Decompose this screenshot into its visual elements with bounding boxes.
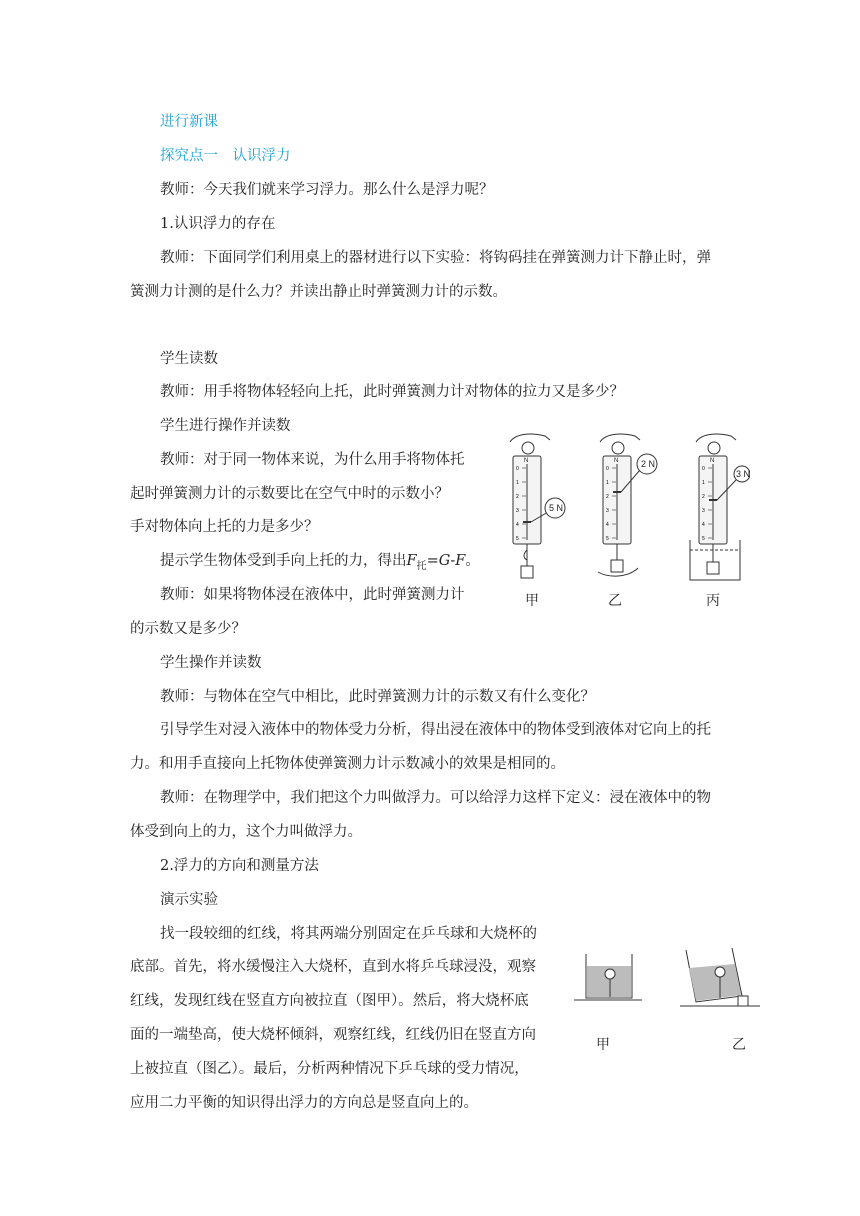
paragraph: 教师：如果将物体浸在液体中，此时弹簧测力计 [160, 587, 465, 603]
paragraph: 底部。首先，将水缓慢注入大烧杯，直到水将乒乓球浸没，观察 [130, 959, 536, 975]
scale-tick-label: 1 [702, 480, 705, 486]
beaker-yi [680, 948, 760, 1006]
paragraph: 教师：与物体在空气中相比，此时弹簧测力计的示数又有什么变化？ [160, 689, 595, 705]
formula-subscript: 托 [416, 560, 427, 572]
formula-F: F [406, 553, 417, 569]
formula-paragraph [160, 551, 480, 577]
paragraph: 教师：用手将物体轻轻向上托，此时弹簧测力计对物体的拉力又是多少？ [160, 384, 624, 400]
paragraph: 学生操作并读数 [160, 655, 262, 671]
paragraph: 2.浮力的方向和测量方法 [160, 858, 319, 874]
paragraph: 教师：在物理学中，我们把这个力叫做浮力。可以给浮力这样下定义：浸在液体中的物 [160, 790, 711, 806]
scale-tick-label: 1 [516, 480, 519, 486]
paragraph: 教师：下面同学们利用桌上的器材进行以下实验：将钩码挂在弹簧测力计下静止时，弹 [160, 250, 711, 266]
scale-tick-label: 5 [606, 536, 609, 542]
scale-tick-label: 3 [606, 508, 609, 514]
paragraph-text: 提示学生物体受到手向上托的力，得出 [160, 553, 407, 569]
figure-label-yi: 乙 [608, 593, 622, 609]
scale-tick-label: 2 [606, 494, 609, 500]
spring-scale-bing [690, 434, 750, 580]
scale-tick-label: 0 [516, 466, 519, 472]
scale-tick-label: 0 [606, 466, 609, 472]
paragraph: 面的一端垫高，使大烧杯倾斜，观察红线，红线仍旧在竖直方向 [130, 1027, 536, 1043]
paragraph: 教师：对于同一物体来说，为什么用手将物体托 [160, 452, 465, 468]
scale-tick-label: 5 [702, 536, 705, 542]
beaker-jia [574, 954, 642, 1000]
scale-tick-label: 4 [606, 522, 609, 528]
dial-letter: N [614, 458, 619, 464]
figure2-label-jia: 甲 [596, 1037, 610, 1053]
paragraph: 力。和用手直接向上托物体使弹簧测力计示数减小的效果是相同的。 [130, 756, 565, 772]
paragraph: 演示实验 [160, 892, 218, 908]
formula-G: G [438, 553, 451, 569]
figure2-label-yi: 乙 [732, 1037, 746, 1053]
dial-letter: N [710, 458, 715, 464]
figure-label-bing: 丙 [706, 593, 720, 609]
figure-label-jia: 甲 [525, 593, 539, 609]
paragraph: 学生读数 [160, 351, 218, 367]
reading-label-jia: 5 N [549, 503, 564, 513]
subsection-title: 探究点一 认识浮力 [160, 148, 291, 164]
paragraph: 找一段较细的红线，将其两端分别固定在乒乓球和大烧杯的 [160, 926, 537, 942]
scale-tick-label: 2 [702, 494, 705, 500]
spring-scale-yi [598, 434, 657, 576]
scale-tick-label: 3 [516, 508, 519, 514]
paragraph: 1.认识浮力的存在 [160, 216, 276, 232]
paragraph: 应用二力平衡的知识得出浮力的方向总是竖直向上的。 [130, 1095, 478, 1111]
reading-label-bing: 3 N [736, 469, 750, 479]
paragraph: 手对物体向上托的力是多少？ [130, 519, 319, 535]
paragraph: 上被拉直（图乙）。最后，分析两种情况下乒乓球的受力情况， [130, 1061, 529, 1077]
paragraph: 簧测力计测的是什么力？并读出静止时弹簧测力计的示数。 [130, 284, 507, 300]
scale-tick-label: 1 [606, 480, 609, 486]
scale-tick-label: 4 [702, 522, 705, 528]
paragraph: 引导学生对浸入液体中的物体受力分析，得出浸在液体中的物体受到液体对它向上的托 [160, 722, 711, 738]
scale-tick-label: 4 [516, 522, 519, 528]
paragraph: 学生进行操作并读数 [160, 418, 291, 434]
paragraph: 红线，发现红线在竖直方向被拉直（图甲）。然后，将大烧杯底 [130, 993, 529, 1009]
section-title: 进行新课 [160, 114, 218, 130]
scale-tick-label: 0 [702, 466, 705, 472]
formula-F2: F [455, 553, 466, 569]
formula-end: 。 [465, 553, 480, 569]
paragraph: 的示数又是多少？ [130, 621, 246, 637]
paragraph: 体受到向上的力，这个力叫做浮力。 [130, 824, 362, 840]
reading-label-yi: 2 N [641, 459, 656, 469]
paragraph: 教师：今天我们就来学习浮力。那么什么是浮力呢？ [160, 182, 494, 198]
spring-scale-figure [490, 422, 750, 592]
beaker-figure [570, 940, 770, 1010]
formula-minus: - [450, 553, 456, 569]
dial-letter: N [524, 458, 529, 464]
scale-tick-label: 5 [516, 536, 519, 542]
formula-equals: = [426, 553, 439, 569]
scale-tick-label: 2 [516, 494, 519, 500]
scale-tick-label: 3 [702, 508, 705, 514]
paragraph: 起时弹簧测力计的示数要比在空气中时的示数小？ [130, 486, 449, 502]
